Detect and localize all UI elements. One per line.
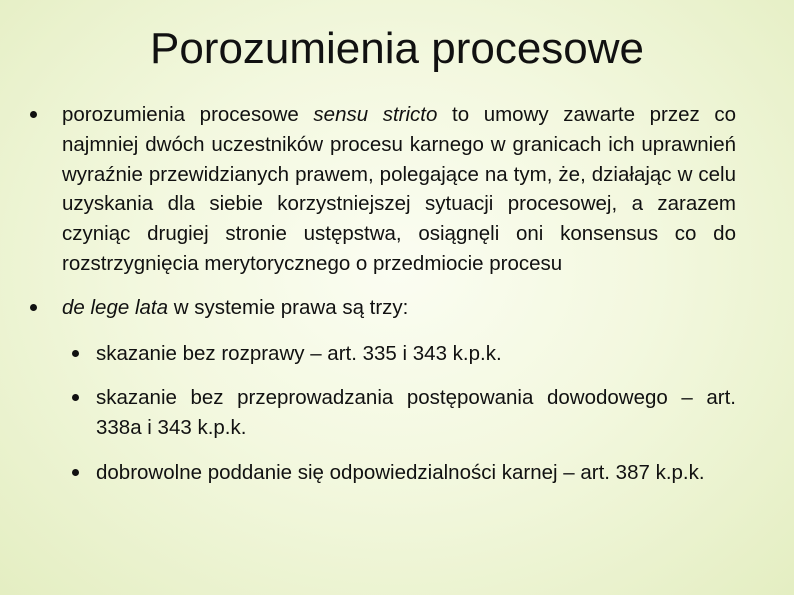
slide-title: Porozumienia procesowe xyxy=(149,24,645,73)
sub-item-dobrowolne-poddanie xyxy=(62,458,736,488)
sub-item-text: dobrowolne poddanie się odpowiedzialności karnej – art. 387 k.p.k. xyxy=(96,460,705,484)
definition-lead-text: porozumienia procesowe xyxy=(62,103,314,126)
bullet-item-de-lege-lata xyxy=(30,293,736,488)
sub-bullet-list xyxy=(62,339,736,488)
sub-item-skazanie-bez-rozprawy xyxy=(62,339,736,369)
bullet-item-definition xyxy=(30,100,736,279)
bullet-dot-icon xyxy=(72,394,79,401)
de-lege-lata-italic-term: de lege lata xyxy=(62,295,169,319)
bullet-dot-icon xyxy=(72,469,79,476)
slide-content xyxy=(30,100,736,488)
bullet-dot-icon xyxy=(30,304,37,311)
bullet-dot-icon xyxy=(30,111,37,118)
sub-item-skazanie-bez-postepowania xyxy=(62,383,736,443)
definition-rest-text: to umowy zawarte przez co najmniej dwóch uczestników procesu karnego w granicach ich uprawnień wyraźnie przewidzianych prawem, polegające na tym, że, działając w celu uzyskania dla siebie korzystniejszej sytuacji procesowej, a zarazem czyniąc drugiej stronie ustępstwa, osiągnęli oni konsensus co do rozstrzygnięcia merytorycznego o przedmiocie procesu xyxy=(62,103,736,275)
sub-item-text: skazanie bez przeprowadzania postępowania dowodowego – art. 338a i 343 k.p.k. xyxy=(96,386,736,440)
definition-italic-term: sensu stricto xyxy=(313,103,438,126)
sub-item-text: skazanie bez rozprawy – art. 335 i 343 k.p.k. xyxy=(96,341,502,365)
bullet-dot-icon xyxy=(72,350,79,357)
de-lege-lata-rest-text: w systemie prawa są trzy: xyxy=(168,295,409,319)
